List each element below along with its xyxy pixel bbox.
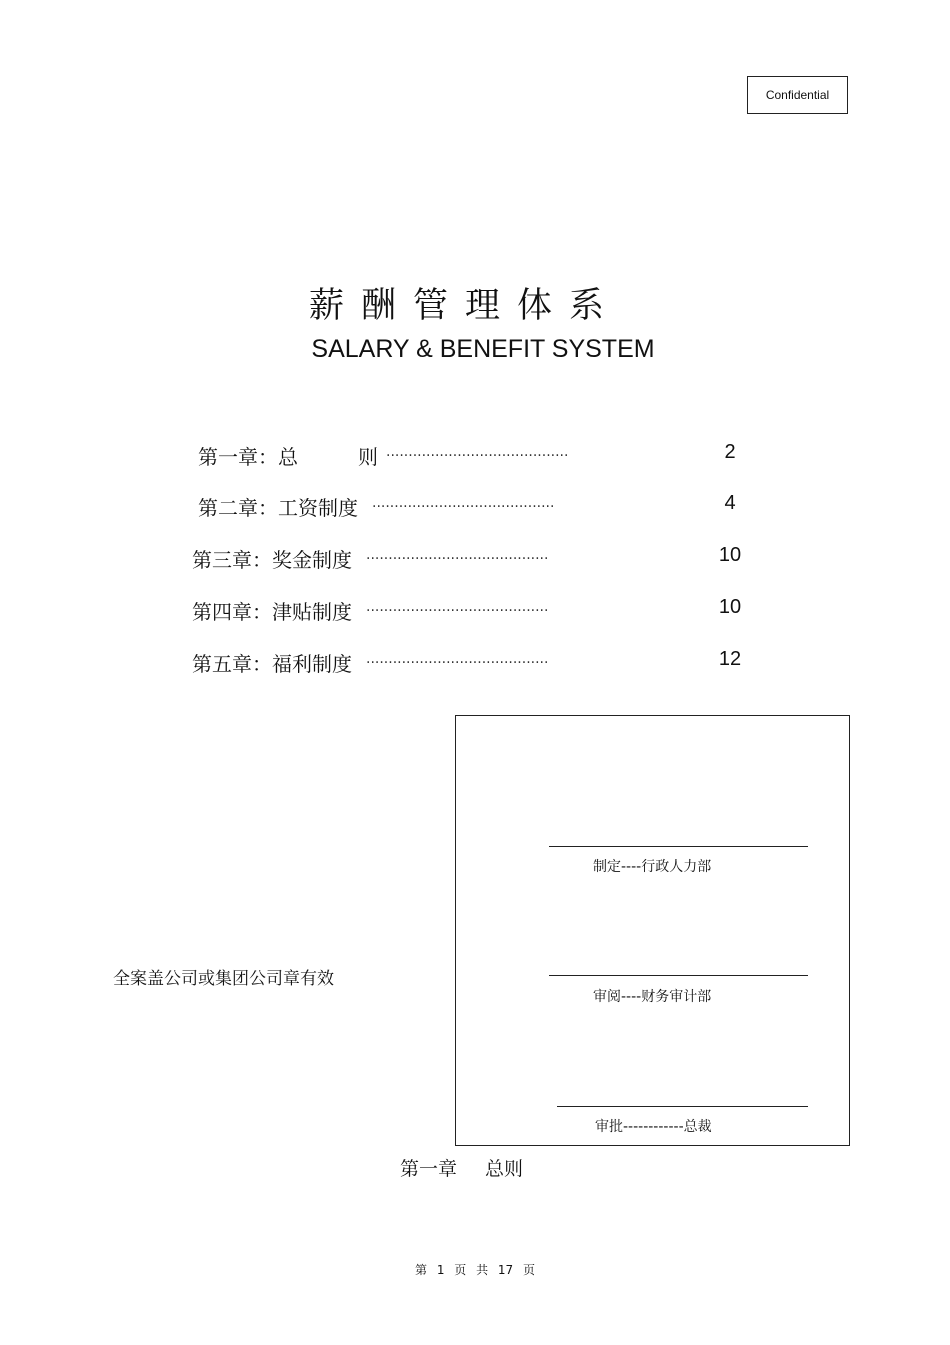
drafted-signature-line[interactable] — [549, 846, 808, 847]
toc-leader-dots: ········································· — [386, 448, 569, 464]
confidential-label — [747, 76, 848, 114]
toc-item-chapter-1[interactable] — [198, 441, 758, 471]
toc-page-number: 2 — [724, 441, 736, 463]
toc-label: 第二章：工资制度 — [198, 496, 358, 520]
approved-by-label: 审批------------总裁 — [595, 1119, 712, 1135]
page-footer: 第 1 页 共 17 页 — [415, 1263, 535, 1277]
seal-validity-note: 全案盖公司或集团公司章有效 — [113, 969, 334, 989]
document-title-english: SALARY & BENEFIT SYSTEM — [311, 335, 655, 363]
toc-leader-dots: ········································· — [366, 655, 549, 671]
chapter-heading — [400, 1154, 523, 1181]
toc-item-chapter-3[interactable] — [192, 544, 758, 574]
chapter-number: 第一章 — [400, 1158, 458, 1180]
document-title-chinese: 薪酬管理体系 — [308, 286, 621, 326]
toc-label: 第三章：奖金制度 — [192, 548, 352, 572]
approved-signature-line[interactable] — [557, 1106, 808, 1107]
reviewed-by-label: 审阅----财务审计部 — [593, 989, 712, 1005]
toc-leader-dots: ········································· — [366, 551, 549, 567]
toc-label: 第一章：总 则 — [198, 445, 378, 469]
toc-page-number: 10 — [718, 544, 742, 566]
toc-page-number: 4 — [724, 492, 736, 514]
toc-label: 第五章：福利制度 — [192, 652, 352, 676]
toc-leader-dots: ········································· — [366, 603, 549, 619]
chapter-name: 总则 — [485, 1158, 524, 1180]
toc-item-chapter-4[interactable] — [192, 596, 758, 626]
toc-label: 第四章：津贴制度 — [192, 600, 352, 624]
toc-page-number: 12 — [718, 648, 742, 670]
drafted-by-label: 制定----行政人力部 — [593, 859, 712, 875]
approval-signature-box — [455, 715, 850, 1146]
toc-item-chapter-2[interactable] — [198, 492, 758, 522]
toc-page-number: 10 — [718, 596, 742, 618]
reviewed-signature-line[interactable] — [549, 975, 808, 976]
toc-leader-dots: ········································· — [372, 499, 555, 515]
toc-item-chapter-5[interactable] — [192, 648, 758, 678]
confidential-text: Confidential — [765, 88, 830, 102]
